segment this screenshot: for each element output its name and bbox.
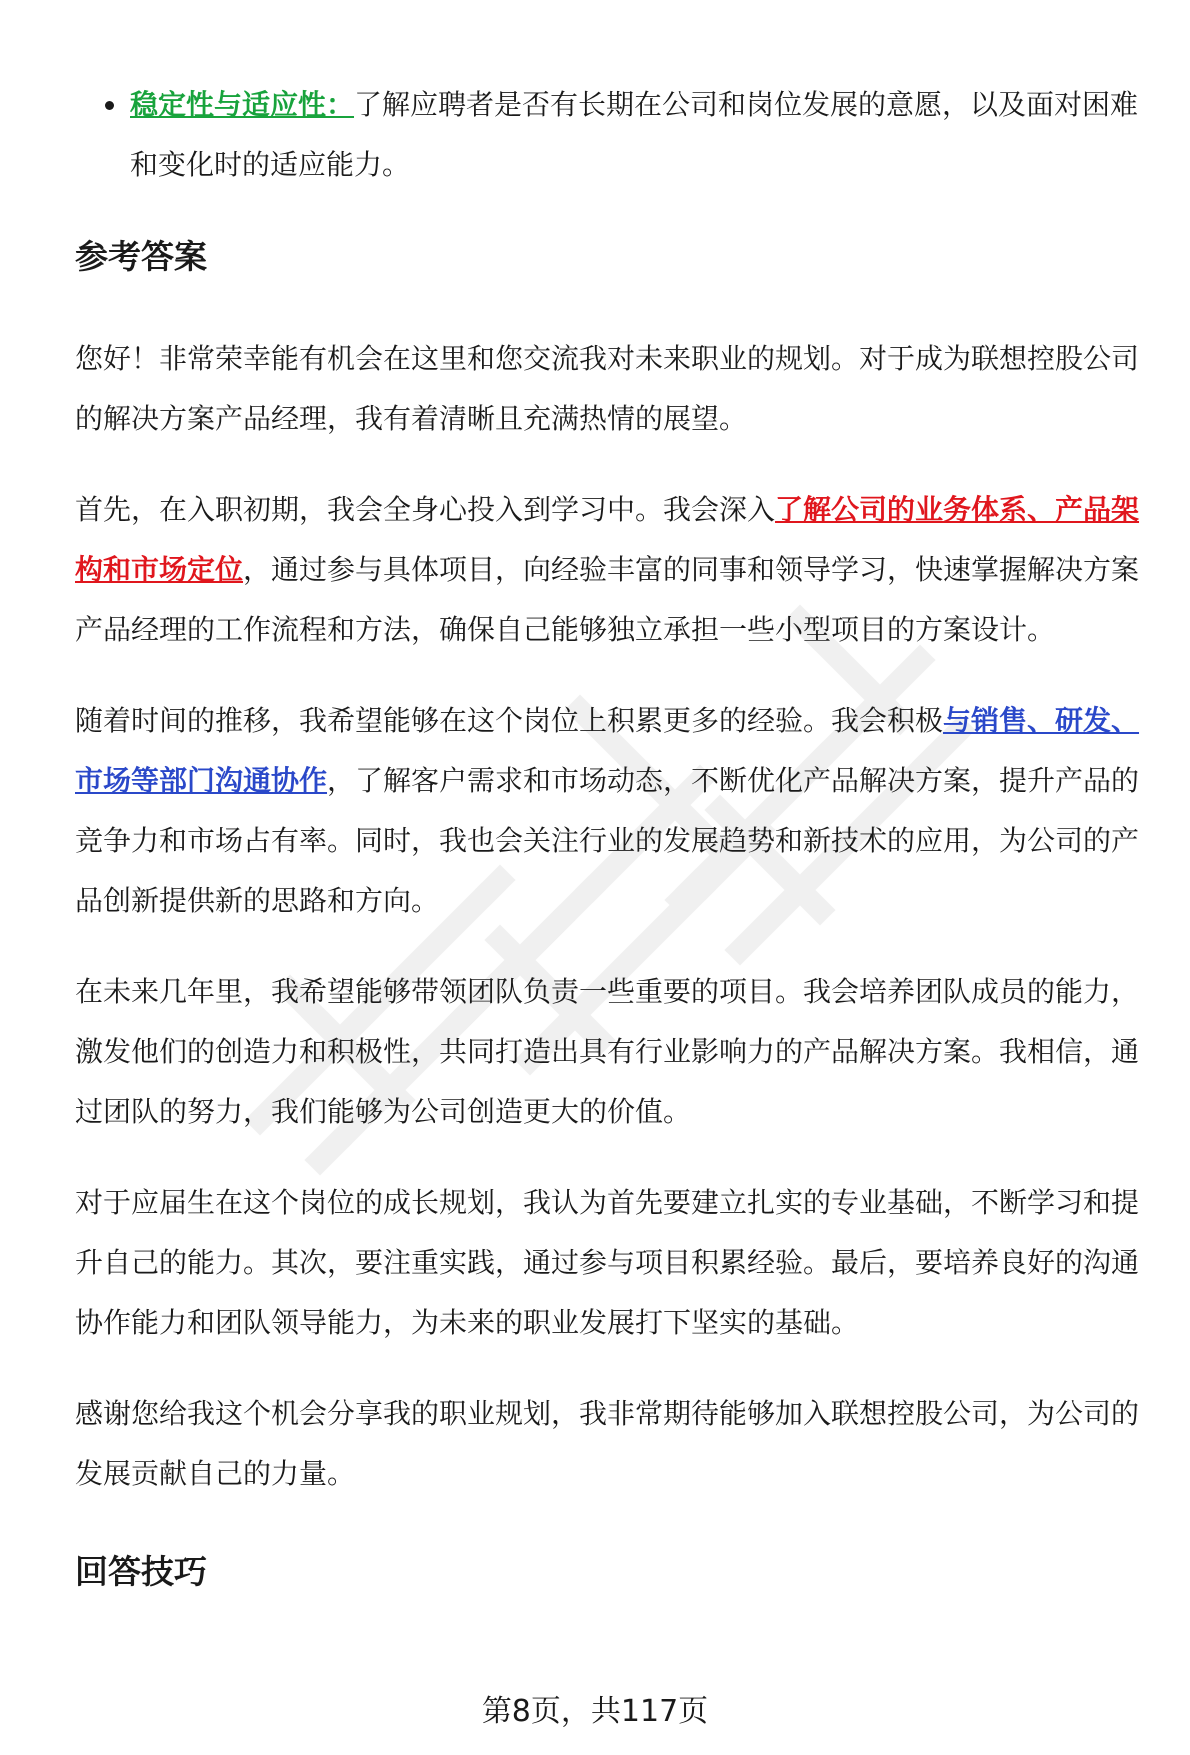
highlight-cross-department: 与销售、研发、市场等部门沟通协作 <box>75 704 1140 797</box>
paragraph-team-lead: 在未来几年里，我希望能够带领团队负责一些重要的项目。我会培养团队成员的能力，激发他们的创造力和积极性，共同打造出具有行业影响力的产品解决方案。我相信，通过团队的努力，我们能够为公司创造更大的价值。 <box>75 975 1140 1128</box>
highlight-company-understanding: 了解公司的业务体系、产品架构和市场定位 <box>75 493 1140 586</box>
paragraph-early-stage-text-2: ，通过参与具体项目，向经验丰富的同事和领导学习，快速掌握解决方案产品经理的工作流程和方法，确保自己能够独立承担一些小型项目的方案设计。 <box>75 553 1140 646</box>
page-number-footer: 第8页，共117页 <box>481 1694 709 1729</box>
paragraph-mid-stage <box>75 691 1165 931</box>
section-title-reference-answer: 参考答案 <box>75 237 207 276</box>
paragraph-early-stage <box>75 480 1165 660</box>
bullet-label: 稳定性与适应性： <box>130 88 355 121</box>
paragraph-early-stage-text-1: 首先，在入职初期，我会全身心投入到学习中。我会深入 <box>75 493 776 526</box>
paragraph-mid-stage-text-1: 随着时间的推移，我希望能够在这个岗位上积累更多的经验。我会积极 <box>75 704 944 737</box>
paragraph-graduate-plan: 对于应届生在这个岗位的成长规划，我认为首先要建立扎实的专业基础，不断学习和提升自己的能力。其次，要注重实践，通过参与项目积累经验。最后，要培养良好的沟通协作能力和团队领导能力，为未来的职业发展打下坚实的基础。 <box>75 1186 1140 1339</box>
paragraph-greeting: 您好！非常荣幸能有机会在这里和您交流我对未来职业的规划。对于成为联想控股公司的解决方案产品经理，我有着清晰且充满热情的展望。 <box>75 342 1140 435</box>
page-content <box>75 75 1165 1592</box>
bullet-text: 了解应聘者是否有长期在公司和岗位发展的意愿，以及面对困难和变化时的适应能力。 <box>130 88 1139 181</box>
bullet-dot-icon <box>105 101 114 110</box>
paragraph-mid-stage-text-2: ，了解客户需求和市场动态，不断优化产品解决方案，提升产品的竞争力和市场占有率。同时，我也会关注行业的发展趋势和新技术的应用，为公司的产品创新提供新的思路和方向。 <box>75 764 1140 917</box>
paragraph-thanks: 感谢您给我这个机会分享我的职业规划，我非常期待能够加入联想控股公司，为公司的发展贡献自己的力量。 <box>75 1397 1140 1490</box>
bullet-item-stability <box>75 75 1165 195</box>
section-title-answer-tips: 回答技巧 <box>75 1552 207 1591</box>
